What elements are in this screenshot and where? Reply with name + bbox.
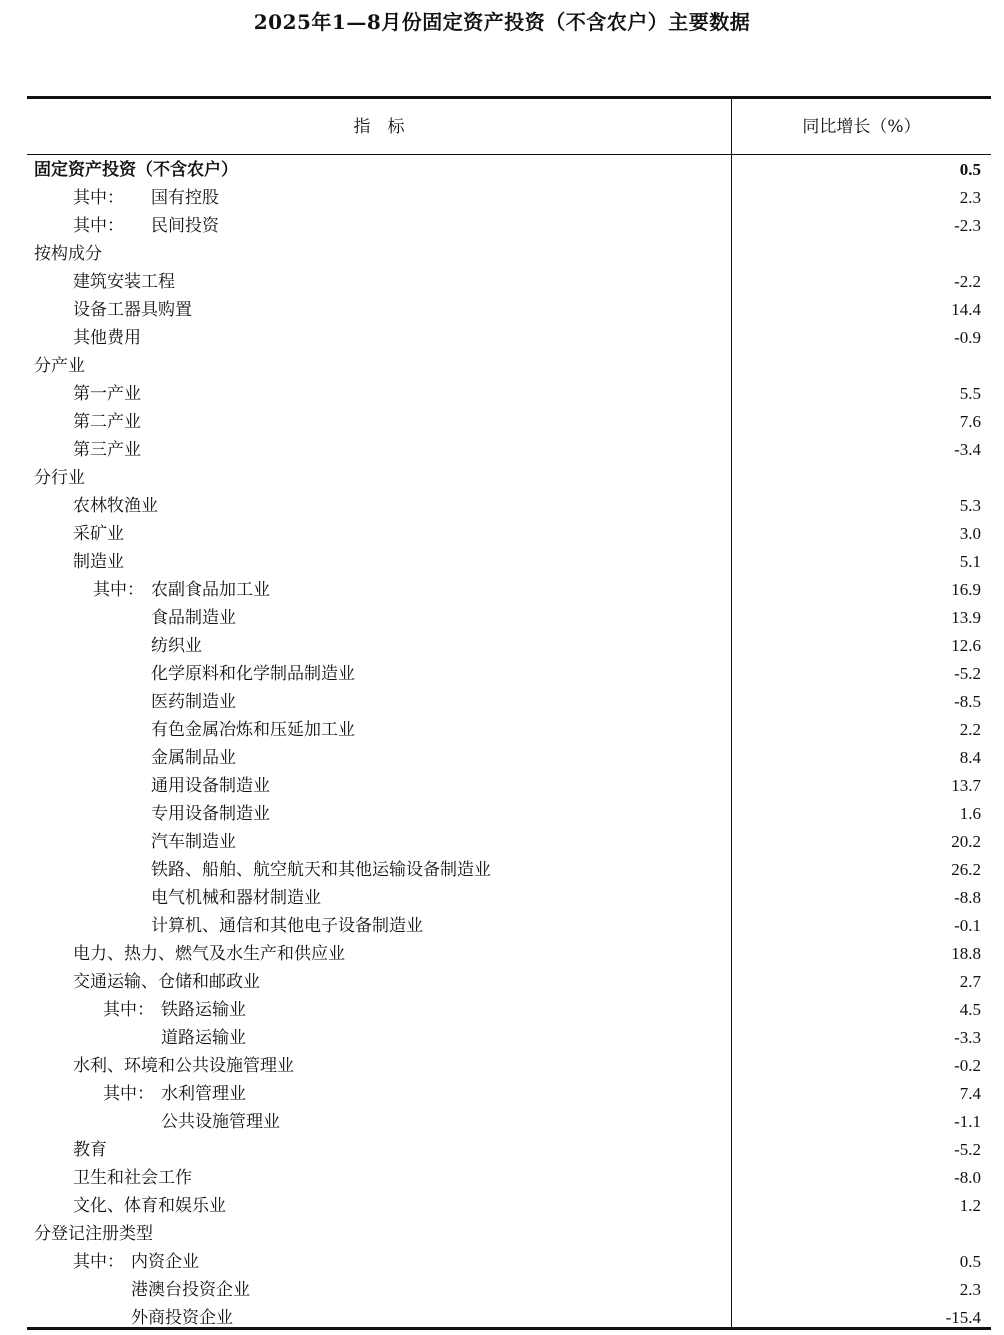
row-value: 3.0 — [959, 524, 981, 543]
table-row — [27, 632, 991, 660]
row-label: 公共设施管理业 — [161, 1112, 280, 1132]
data-table — [27, 96, 991, 1330]
table-row — [27, 884, 991, 912]
table-row — [27, 800, 991, 828]
table-row — [27, 212, 991, 240]
row-label: 分行业 — [34, 468, 85, 488]
table-row — [27, 828, 991, 856]
row-label: 铁路、船舶、航空航天和其他运输设备制造业 — [151, 860, 491, 880]
table-row — [27, 156, 991, 184]
row-label: 第一产业 — [73, 384, 141, 404]
row-label: 汽车制造业 — [151, 832, 236, 852]
row-value: -0.9 — [954, 328, 981, 347]
row-label: 建筑安装工程 — [73, 272, 175, 292]
row-value: 26.2 — [951, 860, 981, 879]
row-label: 有色金属冶炼和压延加工业 — [151, 720, 355, 740]
row-label: 采矿业 — [73, 524, 124, 544]
row-label: 外商投资企业 — [131, 1308, 233, 1328]
row-value: 16.9 — [951, 580, 981, 599]
table-row — [27, 604, 991, 632]
row-value: 0.5 — [959, 160, 981, 179]
row-value: -8.8 — [954, 888, 981, 907]
row-value: -8.5 — [954, 692, 981, 711]
row-value: -3.4 — [954, 440, 981, 459]
row-label: 内资企业 — [131, 1252, 199, 1272]
table-row — [27, 996, 991, 1024]
table-row — [27, 324, 991, 352]
table-row — [27, 1080, 991, 1108]
table-row — [27, 1192, 991, 1220]
row-label: 第三产业 — [73, 440, 141, 460]
table-row — [27, 716, 991, 744]
row-prefix: 其中： — [103, 1084, 154, 1104]
row-value: 12.6 — [951, 636, 981, 655]
row-value: 5.3 — [959, 496, 981, 515]
row-value: 1.2 — [959, 1196, 981, 1215]
table-header — [27, 99, 991, 155]
table-row — [27, 940, 991, 968]
table-row — [27, 464, 991, 492]
table-row — [27, 408, 991, 436]
row-label: 电力、热力、燃气及水生产和供应业 — [73, 944, 345, 964]
row-label: 港澳台投资企业 — [131, 1280, 250, 1300]
table-row — [27, 1136, 991, 1164]
row-label: 专用设备制造业 — [151, 804, 270, 824]
table-row — [27, 1304, 991, 1332]
row-prefix: 其中： — [73, 188, 124, 208]
row-value: -8.0 — [954, 1168, 981, 1187]
table-row — [27, 968, 991, 996]
row-label: 教育 — [73, 1140, 107, 1160]
row-label: 按构成分 — [34, 244, 102, 264]
table-row — [27, 1052, 991, 1080]
table-row — [27, 240, 991, 268]
row-value: 13.7 — [951, 776, 981, 795]
page-title: 2025年1—8月份固定资产投资（不含农户）主要数据 — [253, 10, 751, 34]
row-label: 金属制品业 — [151, 748, 236, 768]
row-value: -2.2 — [954, 272, 981, 291]
table-row — [27, 296, 991, 324]
row-value: 13.9 — [951, 608, 981, 627]
table-row — [27, 1164, 991, 1192]
row-label: 农副食品加工业 — [151, 580, 270, 600]
row-value: 5.5 — [959, 384, 981, 403]
table-row — [27, 436, 991, 464]
row-label: 水利管理业 — [161, 1084, 246, 1104]
row-label: 其他费用 — [73, 328, 141, 348]
row-value: 20.2 — [951, 832, 981, 851]
row-label: 水利、环境和公共设施管理业 — [73, 1056, 294, 1076]
row-label: 医药制造业 — [151, 692, 236, 712]
table-row — [27, 352, 991, 380]
row-value: 18.8 — [951, 944, 981, 963]
table-row — [27, 184, 991, 212]
row-value: 5.1 — [959, 552, 981, 571]
row-value: 1.6 — [959, 804, 981, 823]
row-value: 4.5 — [959, 1000, 981, 1019]
table-row — [27, 1108, 991, 1136]
table-row — [27, 744, 991, 772]
row-label: 固定资产投资（不含农户） — [34, 160, 238, 180]
table-row — [27, 660, 991, 688]
row-label: 分登记注册类型 — [34, 1224, 153, 1244]
row-label: 通用设备制造业 — [151, 776, 270, 796]
row-value: -2.3 — [954, 216, 981, 235]
row-value: 2.3 — [959, 1280, 981, 1299]
table-row — [27, 1220, 991, 1248]
table-row — [27, 856, 991, 884]
table-row — [27, 548, 991, 576]
row-label: 农林牧渔业 — [73, 496, 158, 516]
row-label: 第二产业 — [73, 412, 141, 432]
indicator-column-header: 指 标 — [353, 117, 405, 137]
row-label: 交通运输、仓储和邮政业 — [73, 972, 260, 992]
row-label: 卫生和社会工作 — [73, 1168, 192, 1188]
table-row — [27, 1248, 991, 1276]
row-label: 分产业 — [34, 356, 85, 376]
row-label: 国有控股 — [151, 188, 219, 208]
row-label: 计算机、通信和其他电子设备制造业 — [151, 916, 423, 936]
row-value: 0.5 — [959, 1252, 981, 1271]
row-value: 8.4 — [959, 748, 981, 767]
row-value: 2.3 — [959, 188, 981, 207]
row-value: -15.4 — [945, 1308, 981, 1327]
row-value: -5.2 — [954, 664, 981, 683]
row-value: -3.3 — [954, 1028, 981, 1047]
row-value: 7.6 — [959, 412, 981, 431]
growth-column-header: 同比增长（%） — [802, 117, 921, 137]
row-label: 文化、体育和娱乐业 — [73, 1196, 226, 1216]
row-prefix: 其中： — [73, 1252, 124, 1272]
row-prefix: 其中： — [103, 1000, 154, 1020]
table-row — [27, 912, 991, 940]
row-label: 化学原料和化学制品制造业 — [151, 664, 355, 684]
table-row — [27, 688, 991, 716]
table-row — [27, 1024, 991, 1052]
row-prefix: 其中： — [93, 580, 144, 600]
row-label: 纺织业 — [151, 636, 202, 656]
row-value: 7.4 — [959, 1084, 981, 1103]
row-value: -1.1 — [954, 1112, 981, 1131]
table-row — [27, 492, 991, 520]
row-label: 设备工器具购置 — [73, 300, 192, 320]
row-value: -0.2 — [954, 1056, 981, 1075]
table-row — [27, 576, 991, 604]
row-value: 2.2 — [959, 720, 981, 739]
row-label: 道路运输业 — [161, 1028, 246, 1048]
row-label: 制造业 — [73, 552, 124, 572]
row-value: 14.4 — [951, 300, 981, 319]
row-label: 民间投资 — [151, 216, 219, 236]
table-body — [27, 156, 991, 1332]
row-value: -0.1 — [954, 916, 981, 935]
table-row — [27, 1276, 991, 1304]
table-row — [27, 268, 991, 296]
row-prefix: 其中： — [73, 216, 124, 236]
row-value: -5.2 — [954, 1140, 981, 1159]
row-value: 2.7 — [959, 972, 981, 991]
row-label: 食品制造业 — [151, 608, 236, 628]
table-row — [27, 380, 991, 408]
table-row — [27, 520, 991, 548]
row-label: 电气机械和器材制造业 — [151, 888, 321, 908]
table-row — [27, 772, 991, 800]
row-label: 铁路运输业 — [161, 1000, 246, 1020]
